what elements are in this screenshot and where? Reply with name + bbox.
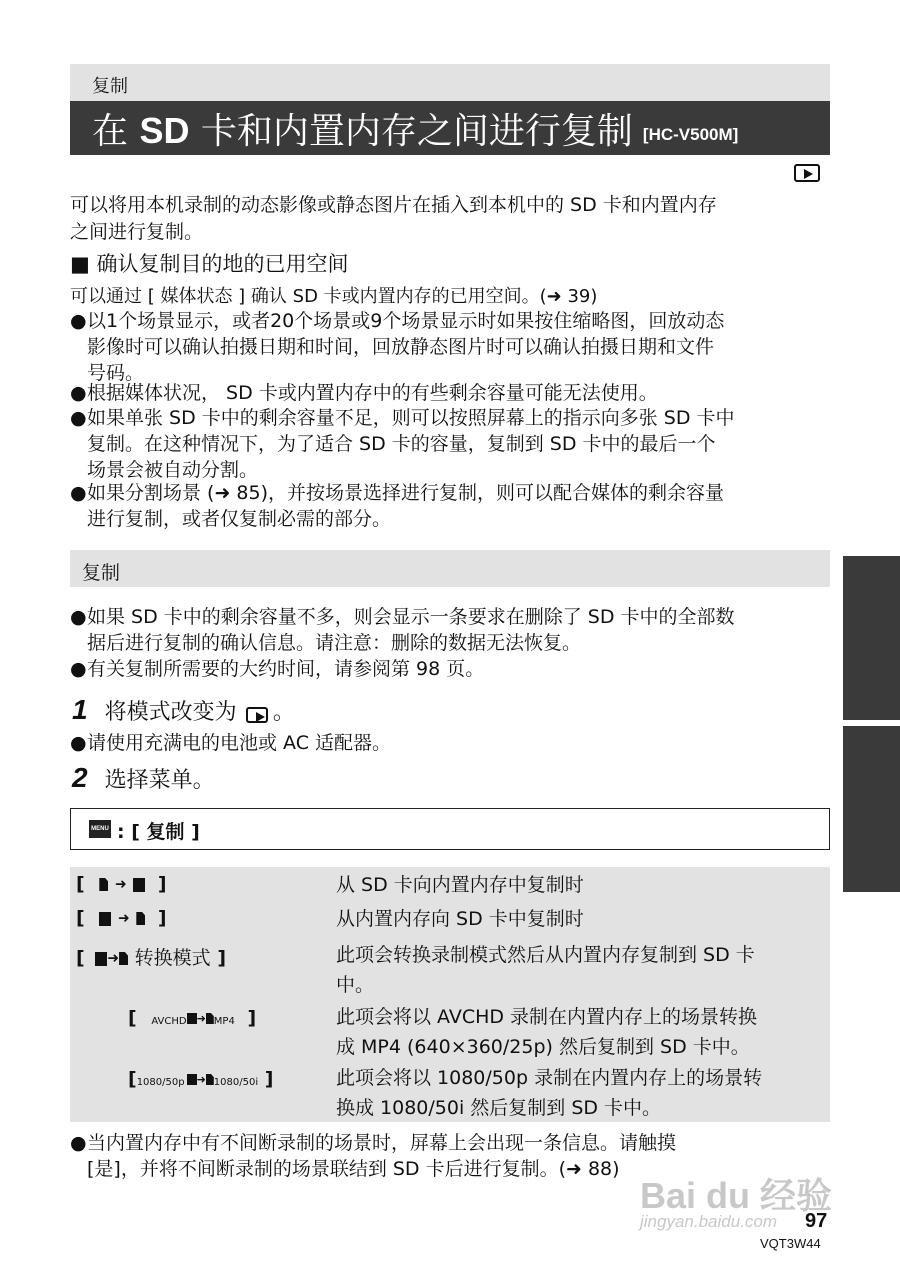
bullet-line: 据后进行复制的确认信息。请注意：删除的数据无法恢复。	[87, 632, 582, 654]
watermark-url: jingyan.baidu.com	[640, 1212, 778, 1231]
internal-memory-icon	[95, 952, 107, 966]
option-label	[76, 907, 167, 929]
bullet-line: 有关复制所需要的大约时间，请参阅第 98 页。	[87, 658, 485, 680]
copy-section-band	[70, 550, 830, 587]
option-desc-line: 中。	[336, 974, 375, 996]
bullet-line: 场景会被自动分割。	[87, 459, 259, 481]
bullet-text	[87, 656, 832, 682]
sd-card-icon	[99, 878, 108, 891]
step-number: 2	[72, 762, 88, 793]
option-desc	[336, 1063, 830, 1123]
format-from: 1080/50p	[136, 1077, 185, 1088]
page-title-bar	[70, 101, 830, 155]
side-tab	[843, 556, 900, 720]
bracket-open: [	[128, 1068, 137, 1090]
sd-card-icon	[206, 1074, 214, 1085]
bullet-line: 如果单张 SD 卡中的剩余容量不足，则可以按照屏幕上的指示向多张 SD 卡中	[87, 407, 735, 429]
intro-paragraph	[70, 192, 840, 246]
title-post: 卡和内置内存之间进行复制	[189, 110, 633, 152]
bullet-line: 复制。在这种情况下，为了适合 SD 卡的容量，复制到 SD 卡中的最后一个	[87, 433, 716, 455]
bullet-line: [是]，并将不间断录制的场景联结到 SD 卡后进行复制。(➜ 88)	[87, 1158, 620, 1180]
bullet-line: 影像时可以确认拍摄日期和时间，回放静态图片时可以确认拍摄日期和文件	[87, 336, 715, 358]
bracket-open: [	[128, 1007, 137, 1029]
bullet-dot: ●	[70, 606, 87, 628]
bracket-close: ]	[157, 907, 167, 929]
sd-card-icon	[136, 912, 145, 925]
option-label	[128, 1007, 256, 1029]
list-item	[70, 405, 832, 485]
option-desc-line: 成 MP4 (640×360/25p) 然后复制到 SD 卡中。	[336, 1036, 750, 1058]
bracket-close: ]	[157, 873, 167, 895]
model-label: [HC-V500M]	[642, 125, 739, 144]
list-item	[70, 730, 832, 758]
arrow-right-icon: ➜	[117, 910, 130, 927]
internal-memory-icon	[133, 878, 145, 892]
option-label	[128, 1068, 273, 1090]
confirm-heading: ■ 确认复制目的地的已用空间	[70, 252, 349, 276]
menu-icon: MENU	[89, 820, 111, 838]
intro-line: 之间进行复制。	[70, 221, 204, 243]
page-number: 97	[805, 1210, 828, 1232]
format-from: AVCHD	[151, 1016, 187, 1027]
bullet-text	[87, 380, 832, 406]
bullet-dot: ●	[70, 482, 87, 504]
bullet-text	[87, 405, 832, 483]
bracket-close: ]	[264, 1068, 274, 1090]
bullet-line: 请使用充满电的电池或 AC 适配器。	[87, 732, 392, 754]
option-desc-line: 此项会将以 1080/50p 录制在内置内存上的场景转	[336, 1067, 763, 1089]
bracket-open: [	[76, 873, 85, 895]
bullet-text	[87, 480, 832, 532]
option-desc	[336, 870, 830, 900]
bracket-open: [	[76, 947, 85, 969]
bullet-line: 当内置内存中有不间断录制的场景时，屏幕上会出现一条信息。请触摸	[87, 1132, 677, 1154]
format-to: MP4	[213, 1016, 235, 1027]
title-sd: SD	[139, 109, 190, 151]
bullet-dot: ●	[70, 732, 87, 754]
bullet-dot: ●	[70, 658, 87, 680]
step-2	[72, 762, 215, 794]
menu-path-box	[70, 808, 830, 850]
option-desc-line: 换成 1080/50i 然后复制到 SD 卡中。	[336, 1097, 662, 1119]
title-pre: 在	[92, 110, 140, 152]
bullet-line: 如果 SD 卡中的剩余容量不多，则会显示一条要求在删除了 SD 卡中的全部数	[87, 606, 735, 628]
option-desc	[336, 1002, 830, 1062]
step-text: 选择菜单。	[104, 768, 215, 793]
sd-card-icon	[119, 952, 128, 965]
list-item	[70, 604, 832, 659]
bullet-line: 如果分割场景 (➜ 85)，并按场景选择进行复制，则可以配合媒体的剩余容量	[87, 482, 725, 504]
arrow-right-icon: ➜	[107, 950, 120, 967]
step-text-end: 。	[272, 700, 295, 725]
list-item	[70, 380, 832, 408]
sd-card-icon	[206, 1013, 214, 1024]
bullet-line: 进行复制，或者仅复制必需的部分。	[87, 508, 392, 530]
internal-memory-icon	[187, 1074, 197, 1085]
bullet-dot: ●	[70, 310, 87, 332]
bullet-dot: ●	[70, 1132, 87, 1154]
arrow-right-icon: ➜	[114, 876, 127, 893]
confirm-desc: 可以通过 [ 媒体状态 ] 确认 SD 卡或内置内存的已用空间。(➜ 39)	[70, 286, 598, 307]
step-1	[72, 694, 295, 726]
bullet-line: 根据媒体状况， SD 卡或内置内存中的有些剩余容量可能无法使用。	[87, 382, 658, 404]
bracket-close: ]	[247, 1007, 257, 1029]
watermark-logo: Bai du 经验	[640, 1175, 833, 1216]
option-label	[76, 943, 226, 970]
step-number: 1	[72, 694, 88, 725]
option-desc-line: 从 SD 卡向内置内存中复制时	[336, 874, 584, 896]
arrow-right-icon: ➜	[196, 1073, 206, 1086]
list-item	[70, 656, 832, 684]
bullet-text	[87, 604, 832, 656]
option-desc	[336, 904, 830, 934]
bracket-open: [	[76, 907, 85, 929]
bullet-text	[87, 730, 832, 756]
copy-section-label: 复制	[82, 562, 121, 584]
list-item	[70, 308, 832, 388]
side-tab	[843, 726, 900, 892]
section-label: 复制	[92, 76, 128, 97]
play-mode-icon	[246, 707, 268, 723]
step-text: 将模式改变为	[104, 700, 237, 725]
intro-line: 可以将用本机录制的动态影像或静态图片在插入到本机中的 SD 卡和内置内存	[70, 194, 717, 216]
options-table	[70, 867, 830, 1122]
section-label-band	[70, 64, 830, 101]
document-code: VQT3W44	[760, 1236, 821, 1251]
internal-memory-icon	[99, 912, 111, 926]
arrow-right-icon: ➜	[196, 1012, 206, 1025]
bullet-line: 号码。	[87, 362, 145, 384]
list-item	[70, 480, 832, 535]
option-desc	[336, 940, 830, 1000]
format-to: 1080/50i	[213, 1077, 259, 1088]
page-title	[92, 103, 633, 154]
option-desc-line: 此项会转换录制模式然后从内置内存复制到 SD 卡	[336, 944, 755, 966]
option-desc-line: 此项会将以 AVCHD 录制在内置内存上的场景转换	[336, 1006, 758, 1028]
bracket-close: ]	[217, 947, 226, 969]
menu-path: : [ 复制 ]	[117, 821, 200, 843]
bullet-dot: ●	[70, 382, 87, 404]
option-label	[76, 873, 167, 895]
bullet-text	[87, 308, 832, 386]
bullet-line: 以1个场景显示，或者20个场景或9个场景显示时如果按住缩略图，回放动态	[87, 310, 725, 332]
internal-memory-icon	[187, 1013, 197, 1024]
play-mode-icon	[794, 164, 820, 182]
option-label-text: 转换模式	[134, 947, 211, 969]
bullet-dot: ●	[70, 407, 87, 429]
option-desc-line: 从内置内存向 SD 卡中复制时	[336, 908, 584, 930]
